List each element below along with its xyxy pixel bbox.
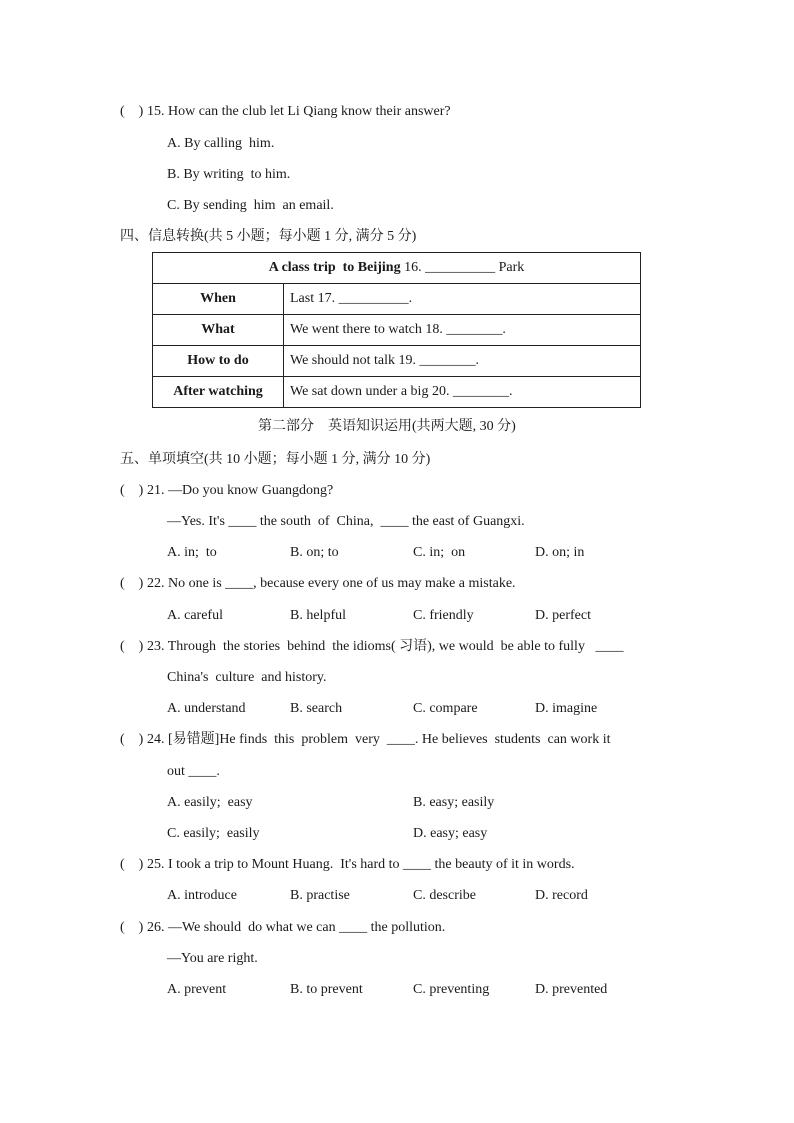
info-transfer-table bbox=[152, 252, 641, 408]
question-21-option-a: A. in; to bbox=[167, 545, 217, 560]
question-24-option-a: A. easily; easy bbox=[167, 795, 253, 810]
answer-bracket: ( ) bbox=[120, 639, 144, 654]
question-21-option-b: B. on; to bbox=[290, 545, 339, 560]
table-title-blank: 16. __________ Park bbox=[400, 260, 525, 275]
question-26-option-a: A. prevent bbox=[167, 982, 227, 997]
question-23-line-2: China's culture and history. bbox=[167, 670, 327, 685]
table-value: We should not talk 19. ________. bbox=[284, 346, 641, 377]
table-label: What bbox=[153, 315, 284, 346]
question-23-option-c: C. compare bbox=[413, 701, 478, 716]
table-value: We sat down under a big 20. ________. bbox=[284, 377, 641, 408]
question-15-stem: 15. How can the club let Li Qiang know their answer? bbox=[147, 104, 451, 119]
question-26-option-c: C. preventing bbox=[413, 982, 490, 997]
table-title-bold: A class trip to Beijing bbox=[268, 260, 401, 275]
table-row bbox=[153, 315, 641, 346]
table-value: Last 17. __________. bbox=[284, 284, 641, 315]
table-row bbox=[153, 377, 641, 408]
question-26-option-b: B. to prevent bbox=[290, 982, 363, 997]
section-4-heading: 四、信息转换(共 5 小题；每小题 1 分, 满分 5 分) bbox=[120, 229, 417, 244]
question-24-line-2: out ____. bbox=[167, 764, 220, 779]
question-23-option-d: D. imagine bbox=[535, 701, 598, 716]
question-15-option-b: B. By writing to him. bbox=[167, 167, 291, 182]
table-label: How to do bbox=[153, 346, 284, 377]
question-21-line-2: —Yes. It's ____ the south of China, ____ the east of Guangxi. bbox=[167, 514, 525, 529]
answer-bracket: ( ) bbox=[120, 857, 144, 872]
question-23-option-b: B. search bbox=[290, 701, 343, 716]
question-26-line-2: —You are right. bbox=[167, 951, 258, 966]
table-label: After watching bbox=[153, 377, 284, 408]
question-25-option-c: C. describe bbox=[413, 888, 476, 903]
question-22-option-c: C. friendly bbox=[413, 608, 474, 623]
answer-bracket: ( ) bbox=[120, 732, 144, 747]
question-26-option-d: D. prevented bbox=[535, 982, 608, 997]
answer-bracket: ( ) bbox=[120, 104, 144, 119]
table-title bbox=[153, 253, 641, 284]
question-25-option-b: B. practise bbox=[290, 888, 350, 903]
question-25-stem: 25. I took a trip to Mount Huang. It's hard to ____ the beauty of it in words. bbox=[147, 857, 575, 872]
question-21-stem: 21. —Do you know Guangdong? bbox=[147, 483, 334, 498]
answer-bracket: ( ) bbox=[120, 576, 144, 591]
answer-bracket: ( ) bbox=[120, 920, 144, 935]
question-25-option-d: D. record bbox=[535, 888, 588, 903]
answer-bracket: ( ) bbox=[120, 483, 144, 498]
table-row bbox=[153, 346, 641, 377]
question-21-option-d: D. on; in bbox=[535, 545, 585, 560]
question-24-option-c: C. easily; easily bbox=[167, 826, 260, 841]
section-5-heading: 五、单项填空(共 10 小题；每小题 1 分, 满分 10 分) bbox=[120, 452, 431, 467]
table-row bbox=[153, 253, 641, 284]
question-23-stem: 23. Through the stories behind the idioms( 习语), we would be able to fully ____ bbox=[147, 639, 624, 654]
question-22-option-b: B. helpful bbox=[290, 608, 346, 623]
question-15-option-c: C. By sending him an email. bbox=[167, 198, 334, 213]
part-2-heading: 第二部分 英语知识运用(共两大题, 30 分) bbox=[258, 419, 516, 434]
question-22-stem: 22. No one is ____, because every one of us may make a mistake. bbox=[147, 576, 516, 591]
question-22-option-a: A. careful bbox=[167, 608, 223, 623]
question-24-stem: 24. [易错题]He finds this problem very ____. He believes students can work it bbox=[147, 732, 611, 747]
question-22-option-d: D. perfect bbox=[535, 608, 591, 623]
question-21-option-c: C. in; on bbox=[413, 545, 466, 560]
question-24-option-b: B. easy; easily bbox=[413, 795, 495, 810]
question-23-option-a: A. understand bbox=[167, 701, 246, 716]
table-label: When bbox=[153, 284, 284, 315]
table-value: We went there to watch 18. ________. bbox=[284, 315, 641, 346]
question-24-option-d: D. easy; easy bbox=[413, 826, 488, 841]
question-26-stem: 26. —We should do what we can ____ the pollution. bbox=[147, 920, 446, 935]
table-row bbox=[153, 284, 641, 315]
question-25-option-a: A. introduce bbox=[167, 888, 237, 903]
question-15-option-a: A. By calling him. bbox=[167, 136, 275, 151]
